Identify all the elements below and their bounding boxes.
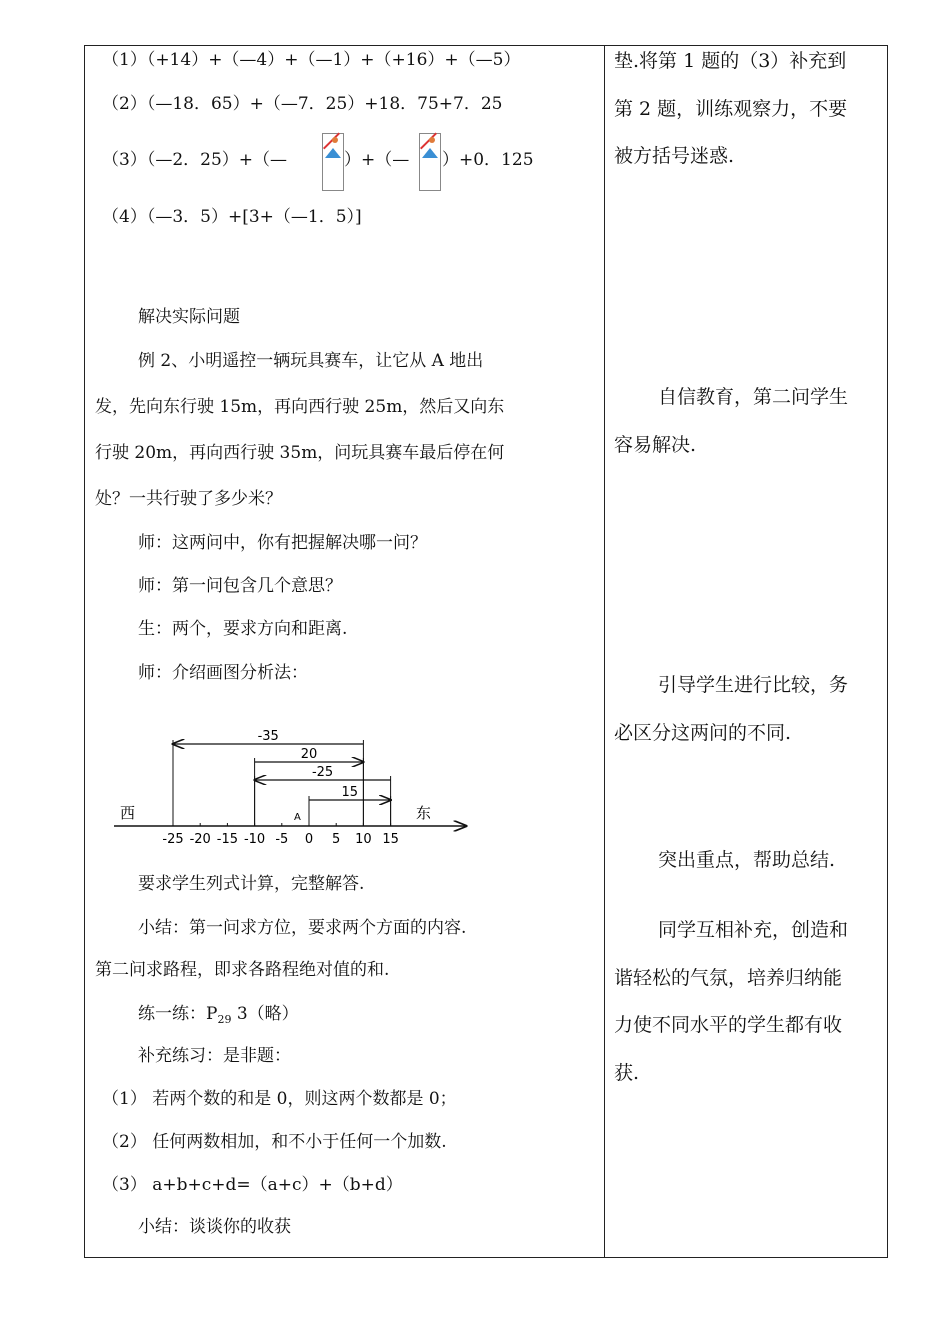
arrow-label: 20 [300,747,318,762]
tick-label: 15 [382,832,399,847]
tick-label: 10 [355,832,372,847]
number-line-diagram [110,730,480,850]
section-title: 解决实际问题 [138,307,240,327]
arrow-label: 15 [341,785,359,800]
west-label: 西 [120,804,136,822]
column-divider [604,45,605,1258]
exercise-3-suffix: ）+0．125 [442,150,534,170]
arrow-group [173,730,391,826]
true-false-1: （1） 若两个数的和是 0，则这两个数都是 0； [102,1089,457,1109]
exercise-4: （4）（—3．5）+[3+（—1．5）] [102,207,362,227]
exercise-3-prefix: （3）（—2．25）+（— [102,150,288,170]
true-false-3: （3） a+b+c+d=（a+c）+（b+d） [102,1175,403,1195]
dialogue-1: 师：这两问中，你有把握解决哪一问？ [138,533,427,553]
tick-label: -15 [216,832,239,847]
note1-line-1: 垫.将第 1 题的（3）补充到 [614,50,847,72]
true-false-2: （2） 任何两数相加，和不小于任何一个加数. [102,1132,447,1152]
example-line-1: 例 2、小明遥控一辆玩具赛车，让它从 A 地出 [138,351,484,371]
note1-line-2: 第 2 题，训练观察力，不要 [614,98,848,120]
practice-rest: 3（略） [231,1004,299,1024]
note3-line-2: 必区分这两问的不同. [614,722,792,744]
example-line-2: 发，先向东行驶 15m，再向西行驶 25m，然后又向东 [95,397,505,417]
exercise-2: （2）（—18．65）+（—7．25）+18．75+7．25 [102,94,503,114]
tick-label: -25 [162,832,184,847]
tick-label: 0 [304,832,314,847]
east-label: 东 [416,804,432,822]
broken-image-icon [419,133,441,191]
tick-label: 5 [332,832,341,847]
note1-line-3: 被方括号迷惑. [614,145,735,167]
note5-line-2: 谐轻松的气氛，培养归纳能 [614,967,843,989]
arrow-label: -35 [257,730,279,744]
dialogue-2: 师：第一问包含几个意思？ [138,576,342,596]
practice-page: 29 [217,1013,232,1026]
after-diagram-1: 要求学生列式计算，完整解答. [138,874,365,894]
arrow-label: -25 [311,765,334,780]
practice-label: 练一练：P [138,1004,218,1024]
dialogue-4: 师：介绍画图分析法： [138,663,308,683]
origin-label: A [294,812,301,823]
practice-line [138,1006,299,1025]
exercise-1: （1）（+14）+（—4）+（—1）+（+16）+（—5） [102,50,521,70]
example-line-4: 处？一共行驶了多少米？ [95,489,282,509]
tick-label: -10 [243,832,266,847]
note2-line-1: 自信教育，第二问学生 [658,386,849,408]
tick-label: -20 [189,832,211,847]
note5-line-3: 力使不同水平的学生都有收 [614,1014,843,1036]
after-diagram-2: 小结：第一问求方位，要求两个方面的内容. [138,918,467,938]
broken-image-icon [322,133,344,191]
note2-line-2: 容易解决. [614,434,697,456]
note4-line-1: 突出重点，帮助总结. [658,849,836,871]
note5-line-4: 获. [614,1062,640,1084]
exercise-3-mid: ）+（— [344,150,410,170]
note5-line-1: 同学互相补充，创造和 [658,919,849,941]
note3-line-1: 引导学生进行比较，务 [658,674,849,696]
supplement-title: 补充练习：是非题： [138,1046,291,1066]
dialogue-3: 生：两个，要求方向和距离. [138,619,348,639]
example-line-3: 行驶 20m，再向西行驶 35m，问玩具赛车最后停在何 [95,443,505,463]
after-diagram-3: 第二问求路程，即求各路程绝对值的和. [95,960,390,980]
tick-label: -5 [275,832,289,847]
summary: 小结：谈谈你的收获 [138,1217,291,1237]
